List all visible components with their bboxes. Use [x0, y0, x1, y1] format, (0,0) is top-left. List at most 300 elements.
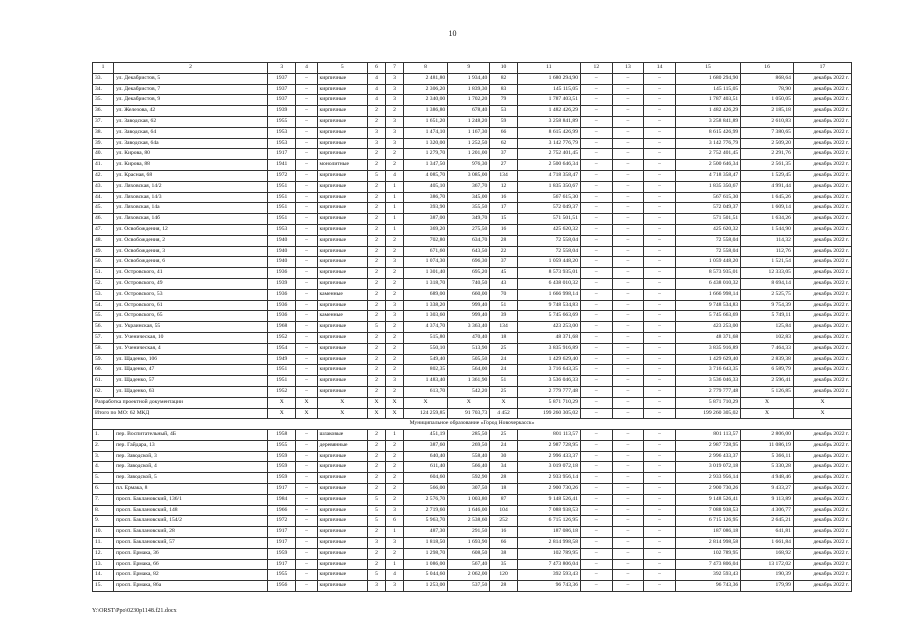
table-cell: 39	[490, 311, 517, 322]
table-cell: –	[581, 84, 613, 95]
table-cell: декабрь 2022 г.	[793, 246, 851, 257]
table-cell: кирпичные	[317, 246, 368, 257]
table-cell: 1 702,20	[448, 95, 490, 106]
table-cell: 2 185,18	[741, 106, 794, 117]
table-cell: X	[296, 397, 317, 408]
column-header: 8	[403, 63, 447, 74]
table-cell: декабрь 2022 г.	[793, 322, 851, 333]
table-cell: 59	[490, 116, 517, 127]
table-cell: 1	[386, 224, 404, 235]
table-cell: 1 529,45	[741, 170, 794, 181]
table-cell: –	[581, 235, 613, 246]
table-cell: 3	[386, 300, 404, 311]
table-cell: шлаковые	[317, 430, 368, 441]
design-docs-row	[93, 397, 852, 408]
table-cell: 702,80	[403, 235, 447, 246]
table-cell: 60.	[93, 365, 114, 376]
table-cell: 96 743,36	[675, 581, 740, 592]
table-cell: –	[581, 322, 613, 333]
table-cell: 572 049,37	[517, 203, 580, 214]
table-cell: –	[581, 181, 613, 192]
table-cell: 802,35	[403, 365, 447, 376]
table-cell: кирпичные	[317, 516, 368, 527]
table-cell: 1959	[267, 548, 295, 559]
table-cell: –	[612, 268, 644, 279]
table-cell: 549,40	[403, 354, 447, 365]
table-cell: –	[644, 548, 676, 559]
table-cell: 25	[490, 386, 517, 397]
table-cell: 1951	[267, 365, 295, 376]
table-cell: 1 301,40	[403, 268, 447, 279]
table-cell: –	[644, 106, 676, 117]
table-cell: 2 752 401,45	[517, 149, 580, 160]
table-cell: –	[296, 160, 317, 171]
table-cell: 252	[490, 516, 517, 527]
table-cell: 179,99	[741, 581, 794, 592]
table-cell: 1951	[267, 214, 295, 225]
table-cell: 5 126,85	[741, 386, 794, 397]
table-cell: 5 745 663,69	[517, 311, 580, 322]
table-cell: X	[793, 408, 851, 419]
table-cell: –	[296, 462, 317, 473]
table-cell: декабрь 2022 г.	[793, 548, 851, 559]
table-cell: 6 589,79	[741, 365, 794, 376]
table-cell: кирпичные	[317, 376, 368, 387]
table-cell: 24	[490, 354, 517, 365]
table-cell: декабрь 2022 г.	[793, 311, 851, 322]
table-cell: –	[612, 138, 644, 149]
table-cell: просп. Ермака, 36	[114, 548, 268, 559]
table-cell: –	[581, 559, 613, 570]
table-cell: 5 330,28	[741, 462, 794, 473]
table-cell: –	[612, 214, 644, 225]
table-cell: 50.	[93, 257, 114, 268]
table-cell: 2	[368, 160, 386, 171]
table-cell: 102 789,95	[517, 548, 580, 559]
table-cell: 16	[490, 224, 517, 235]
table-cell: X	[386, 408, 404, 419]
table-cell: 2	[368, 365, 386, 376]
table-cell: ул. Островского, 41	[114, 268, 268, 279]
table-cell: –	[581, 494, 613, 505]
table-cell: декабрь 2022 г.	[793, 278, 851, 289]
table-cell: 2	[368, 192, 386, 203]
table-cell: –	[296, 376, 317, 387]
table-cell: 9 748 534,83	[675, 300, 740, 311]
table-row	[93, 322, 852, 333]
table-row	[93, 430, 852, 441]
table-cell: 3	[368, 127, 386, 138]
table-cell: 1 347,50	[403, 160, 447, 171]
table-row	[93, 170, 852, 181]
table-cell: 14.	[93, 570, 114, 581]
table-cell: 2	[368, 473, 386, 484]
table-cell: –	[644, 138, 676, 149]
table-cell: 2 996 433,37	[517, 451, 580, 462]
table-cell: просп. Ермака, 86а	[114, 581, 268, 592]
table-cell: 2	[386, 484, 404, 495]
table-cell: 1955	[267, 116, 295, 127]
table-cell: ул. Щаденко, 47	[114, 365, 268, 376]
table-cell: –	[296, 527, 317, 538]
table-cell: 1 003,80	[448, 494, 490, 505]
table-cell: 571 501,51	[517, 214, 580, 225]
table-cell: –	[612, 192, 644, 203]
table-cell: 4	[368, 73, 386, 84]
table-cell: 537,50	[448, 581, 490, 592]
table-cell: –	[296, 559, 317, 570]
table-cell: декабрь 2022 г.	[793, 332, 851, 343]
column-header: 6	[368, 63, 386, 74]
table-cell: 868,64	[741, 73, 794, 84]
header-row	[93, 63, 852, 74]
table-cell: 567,40	[448, 559, 490, 570]
table-cell: 345,00	[448, 192, 490, 203]
row-label: Разработка проектной документации	[93, 397, 268, 408]
table-cell: декабрь 2022 г.	[793, 224, 851, 235]
table-cell: –	[581, 106, 613, 117]
table-cell: 87	[490, 494, 517, 505]
table-cell: 1 298,70	[403, 548, 447, 559]
table-cell: –	[612, 505, 644, 516]
table-cell: 2 933 956,14	[517, 473, 580, 484]
table-cell: –	[581, 170, 613, 181]
table-cell: 1 521,54	[741, 257, 794, 268]
table-cell: –	[644, 84, 676, 95]
table-cell: 1959	[267, 473, 295, 484]
table-cell: декабрь 2022 г.	[793, 138, 851, 149]
table-cell: 4	[386, 570, 404, 581]
table-cell: –	[296, 127, 317, 138]
table-cell: кирпичные	[317, 224, 368, 235]
table-cell: 2	[368, 268, 386, 279]
table-cell: декабрь 2022 г.	[793, 116, 851, 127]
table-cell: 1917	[267, 527, 295, 538]
table-cell: –	[612, 548, 644, 559]
table-cell: 3 258 841,89	[675, 116, 740, 127]
table-cell: 4 718 358,47	[517, 170, 580, 181]
table-cell: 53	[490, 106, 517, 117]
table-cell: –	[296, 214, 317, 225]
table-cell: –	[581, 538, 613, 549]
table-cell: 8 615 426,99	[517, 127, 580, 138]
table-cell: 24	[490, 440, 517, 451]
table-cell: 2 996 433,37	[675, 451, 740, 462]
table-cell: 3	[368, 581, 386, 592]
table-cell: 355,50	[448, 203, 490, 214]
section-title: Муниципальное образование «Город Новочеркасск»	[93, 419, 852, 430]
table-cell: 9 148 526,41	[517, 494, 580, 505]
table-cell: 28	[490, 235, 517, 246]
table-cell: –	[644, 214, 676, 225]
table-cell: –	[612, 246, 644, 257]
table-cell: –	[581, 440, 613, 451]
table-cell: –	[612, 332, 644, 343]
table-row	[93, 300, 852, 311]
table-cell: –	[644, 581, 676, 592]
table-cell: 1 074,30	[403, 257, 447, 268]
table-cell: –	[581, 73, 613, 84]
table-cell: 70	[490, 289, 517, 300]
table-cell: –	[612, 484, 644, 495]
table-cell: 30	[490, 451, 517, 462]
table-cell: 41.	[93, 160, 114, 171]
table-cell: 1 201,00	[448, 149, 490, 160]
table-cell: 16	[490, 527, 517, 538]
table-cell: декабрь 2022 г.	[793, 170, 851, 181]
table-cell: 2	[368, 548, 386, 559]
table-cell: 79	[490, 95, 517, 106]
table-cell: декабрь 2022 г.	[793, 127, 851, 138]
table-cell: –	[296, 235, 317, 246]
table-cell: декабрь 2022 г.	[793, 365, 851, 376]
table-cell: 72 558,04	[675, 246, 740, 257]
table-cell: 5 044,60	[403, 570, 447, 581]
table-cell: 2 779 777,48	[517, 386, 580, 397]
table-cell: 2 814 998,58	[517, 538, 580, 549]
table-row	[93, 257, 852, 268]
table-cell: декабрь 2022 г.	[793, 451, 851, 462]
table-cell: 1 248,20	[448, 116, 490, 127]
table-cell: –	[296, 278, 317, 289]
table-cell: –	[581, 278, 613, 289]
table-cell: X	[296, 408, 317, 419]
table-cell: 5 366,11	[741, 451, 794, 462]
table-cell: 6	[386, 516, 404, 527]
table-cell: декабрь 2022 г.	[793, 559, 851, 570]
table-cell: –	[296, 289, 317, 300]
table-cell: –	[644, 203, 676, 214]
table-cell: 487,30	[403, 527, 447, 538]
table-cell: X	[793, 397, 851, 408]
table-cell: ул. Заводская, 64	[114, 127, 268, 138]
table-cell: –	[644, 149, 676, 160]
total-row	[93, 408, 852, 419]
table-cell: декабрь 2022 г.	[793, 473, 851, 484]
table-cell: –	[296, 192, 317, 203]
table-cell: 3.	[93, 451, 114, 462]
table-cell: 8.	[93, 505, 114, 516]
table-cell: декабрь 2022 г.	[793, 494, 851, 505]
table-cell: –	[581, 376, 613, 387]
column-header: 16	[741, 63, 794, 74]
table-cell: 275,50	[448, 224, 490, 235]
table-cell: 112,76	[741, 246, 794, 257]
section-title-row	[93, 419, 852, 430]
table-cell: 1 839,30	[448, 84, 490, 95]
table-cell: 566,40	[448, 462, 490, 473]
table-cell: ул. Освобождения, 12	[114, 224, 268, 235]
table-cell: 102,83	[741, 332, 794, 343]
table-cell: 1	[386, 203, 404, 214]
table-cell: –	[612, 386, 644, 397]
table-cell: 1 634,26	[741, 214, 794, 225]
table-cell: 52.	[93, 278, 114, 289]
table-cell: ул. Ученическая, 4	[114, 343, 268, 354]
table-cell: 3 142 776,79	[675, 138, 740, 149]
table-cell: 4	[368, 95, 386, 106]
table-row	[93, 484, 852, 495]
table-cell: 47.	[93, 224, 114, 235]
column-header: 3	[267, 63, 295, 74]
table-cell: 3	[386, 95, 404, 106]
table-cell: ул. Кирова, 88	[114, 160, 268, 171]
table-cell: –	[581, 473, 613, 484]
table-cell: кирпичные	[317, 127, 368, 138]
table-cell: 62.	[93, 386, 114, 397]
table-cell: 1937	[267, 95, 295, 106]
table-cell: 15	[490, 214, 517, 225]
table-cell: –	[581, 246, 613, 257]
table-cell: 2 987 728,95	[675, 440, 740, 451]
table-cell: –	[581, 430, 613, 441]
table-cell: 1936	[267, 300, 295, 311]
table-cell: 571 501,51	[675, 214, 740, 225]
table-cell: 12 333,05	[741, 268, 794, 279]
table-cell: ул. Декабристов, 7	[114, 84, 268, 95]
table-row	[93, 311, 852, 322]
table-cell: 2 719,60	[403, 505, 447, 516]
table-cell: 572 049,37	[675, 203, 740, 214]
table-cell: ул. Островского, 49	[114, 278, 268, 289]
table-cell: –	[612, 559, 644, 570]
table-cell: 367,70	[448, 181, 490, 192]
table-cell: декабрь 2022 г.	[793, 343, 851, 354]
table-cell: 307,50	[448, 484, 490, 495]
table-cell: просп. Ермака, 82	[114, 570, 268, 581]
table-cell: пер. Заводской, 4	[114, 462, 268, 473]
table-cell: 515,80	[403, 332, 447, 343]
table-cell: 4	[386, 170, 404, 181]
table-cell: –	[612, 73, 644, 84]
table-cell: 1 646,00	[448, 505, 490, 516]
table-cell: 2	[386, 386, 404, 397]
table-cell: –	[296, 73, 317, 84]
table-cell: декабрь 2022 г.	[793, 570, 851, 581]
table-cell: –	[612, 203, 644, 214]
table-cell: –	[581, 332, 613, 343]
table-cell: декабрь 2022 г.	[793, 581, 851, 592]
table-cell: ул. Декабристов, 9	[114, 95, 268, 106]
table-cell: 2	[386, 289, 404, 300]
table-cell: кирпичные	[317, 484, 368, 495]
table-cell: 72 558,04	[675, 235, 740, 246]
table-cell: –	[644, 430, 676, 441]
table-row	[93, 548, 852, 559]
table-cell: 3 085,00	[448, 170, 490, 181]
table-cell: 1953	[267, 224, 295, 235]
table-cell: 49.	[93, 246, 114, 257]
table-cell: 2	[368, 224, 386, 235]
table-cell: 392 593,43	[517, 570, 580, 581]
table-cell: 1 609,14	[741, 203, 794, 214]
table-cell: 3 536 046,33	[675, 376, 740, 387]
table-row	[93, 451, 852, 462]
table-cell: –	[644, 527, 676, 538]
table-row	[93, 192, 852, 203]
table-cell: –	[581, 257, 613, 268]
table-cell: 1939	[267, 106, 295, 117]
table-cell: 187 086,18	[517, 527, 580, 538]
table-cell: 1972	[267, 516, 295, 527]
table-cell: 7 473 806,04	[517, 559, 580, 570]
table-cell: 72 558,04	[517, 235, 580, 246]
table-cell: –	[612, 84, 644, 95]
table-cell: –	[644, 235, 676, 246]
table-cell: 39.	[93, 138, 114, 149]
table-row	[93, 106, 852, 117]
table-cell: 604,60	[403, 473, 447, 484]
table-cell: 387,00	[403, 214, 447, 225]
table-cell: каменные	[317, 289, 368, 300]
table-cell: –	[612, 462, 644, 473]
table-cell: –	[296, 430, 317, 441]
table-cell: 1 651,20	[403, 116, 447, 127]
table-cell: 1 253,00	[403, 581, 447, 592]
table-cell: 15.	[93, 581, 114, 592]
table-cell: 2 062,00	[448, 570, 490, 581]
column-header: 2	[114, 63, 268, 74]
table-cell: 7 088 938,53	[517, 505, 580, 516]
table-cell: –	[296, 138, 317, 149]
table-cell: 564,00	[448, 365, 490, 376]
table-cell: кирпичные	[317, 332, 368, 343]
table-cell: 2	[368, 376, 386, 387]
table-cell: 168,92	[741, 548, 794, 559]
table-cell: 2 306,20	[403, 84, 447, 95]
table-cell: 51	[490, 300, 517, 311]
table-cell: –	[644, 484, 676, 495]
table-cell: –	[644, 311, 676, 322]
page-number: 10	[448, 29, 457, 38]
table-cell: –	[644, 386, 676, 397]
table-cell: –	[581, 224, 613, 235]
table-cell: 2	[368, 300, 386, 311]
table-cell: 18	[490, 332, 517, 343]
table-cell: декабрь 2022 г.	[793, 192, 851, 203]
table-row	[93, 332, 852, 343]
table-cell: –	[612, 170, 644, 181]
table-row	[93, 354, 852, 365]
table-cell: 1936	[267, 289, 295, 300]
table-row	[93, 473, 852, 484]
table-cell: декабрь 2022 г.	[793, 484, 851, 495]
table-cell: 976,30	[448, 160, 490, 171]
table-cell: 1	[386, 181, 404, 192]
table-cell: 1917	[267, 559, 295, 570]
table-cell: просп. Ермака, 66	[114, 559, 268, 570]
table-cell: 37	[490, 149, 517, 160]
table-cell: –	[296, 84, 317, 95]
table-cell: –	[296, 548, 317, 559]
table-cell: 3	[386, 138, 404, 149]
table-cell: –	[612, 257, 644, 268]
table-cell: 1951	[267, 203, 295, 214]
table-cell: –	[581, 116, 613, 127]
table-cell: кирпичные	[317, 462, 368, 473]
table-cell: 1917	[267, 149, 295, 160]
table-cell: –	[612, 235, 644, 246]
table-cell: 1 835 350,67	[517, 181, 580, 192]
table-cell: 35.	[93, 95, 114, 106]
table-cell: 1953	[267, 138, 295, 149]
table-cell: 33.	[93, 73, 114, 84]
table-cell: декабрь 2022 г.	[793, 430, 851, 441]
table-cell: 2	[386, 246, 404, 257]
table-cell: кирпичные	[317, 149, 368, 160]
table-cell: 2	[368, 354, 386, 365]
table-cell: просп. Баклановский, 28	[114, 527, 268, 538]
